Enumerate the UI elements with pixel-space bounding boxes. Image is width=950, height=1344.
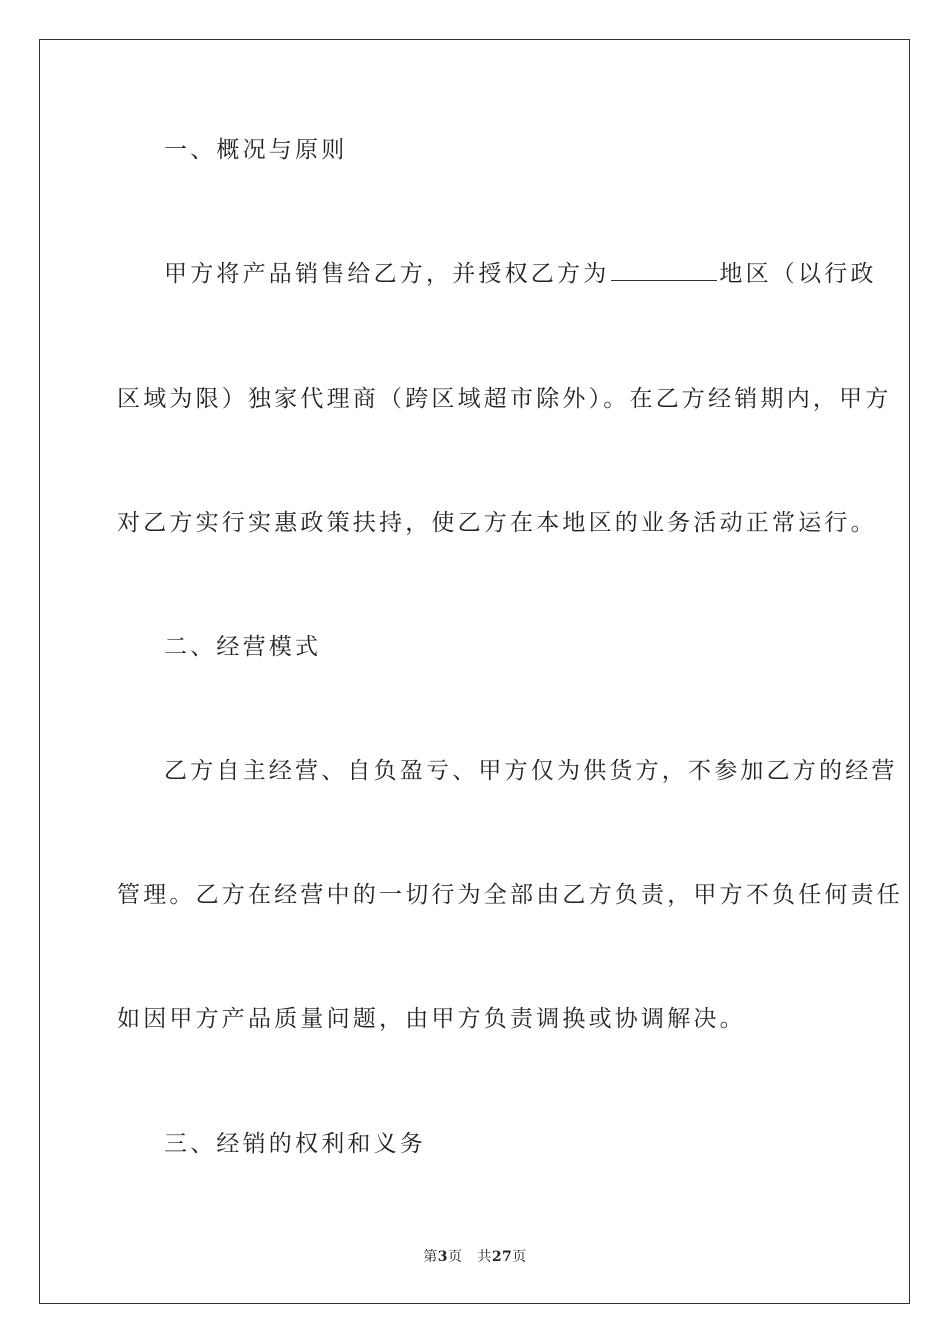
footer-page-suffix: 页	[447, 1249, 463, 1265]
footer-total-suffix: 页	[512, 1249, 527, 1265]
footer-page-current: 3	[437, 1249, 448, 1265]
fill-in-blank[interactable]	[611, 260, 717, 281]
section-heading-2: 二、经营模式	[164, 634, 322, 660]
section-heading-3: 三、经销的权利和义务	[164, 1131, 426, 1157]
paragraph-1-line-1	[164, 259, 877, 289]
page-frame	[39, 39, 910, 1304]
paragraph-1-line-3: 对乙方实行实惠政策扶持，使乙方在本地区的业务活动正常运行。	[117, 510, 877, 536]
footer-page-prefix: 第	[423, 1249, 438, 1265]
footer-page-total: 27	[491, 1249, 513, 1265]
paragraph-2-line-3: 如因甲方产品质量问题，由甲方负责调换或协调解决。	[117, 1006, 746, 1032]
paragraph-2-line-1: 乙方自主经营、自负盈亏、甲方仅为供货方，不参加乙方的经营	[164, 758, 898, 784]
paragraph-1-line-1-text-b: 地区（以行政	[719, 261, 877, 287]
paragraph-2-line-2: 管理。乙方在经营中的一切行为全部由乙方负责，甲方不负任何责任	[117, 882, 903, 908]
paragraph-1-line-2: 区域为限）独家代理商（跨区域超市除外）。在乙方经销期内，甲方	[117, 386, 892, 412]
paragraph-1-line-1-text-a: 甲方将产品销售给乙方，并授权乙方为	[164, 261, 610, 287]
section-heading-1: 一、概况与原则	[164, 137, 348, 163]
footer-total-prefix: 共	[477, 1249, 492, 1265]
page-footer	[0, 1246, 950, 1266]
